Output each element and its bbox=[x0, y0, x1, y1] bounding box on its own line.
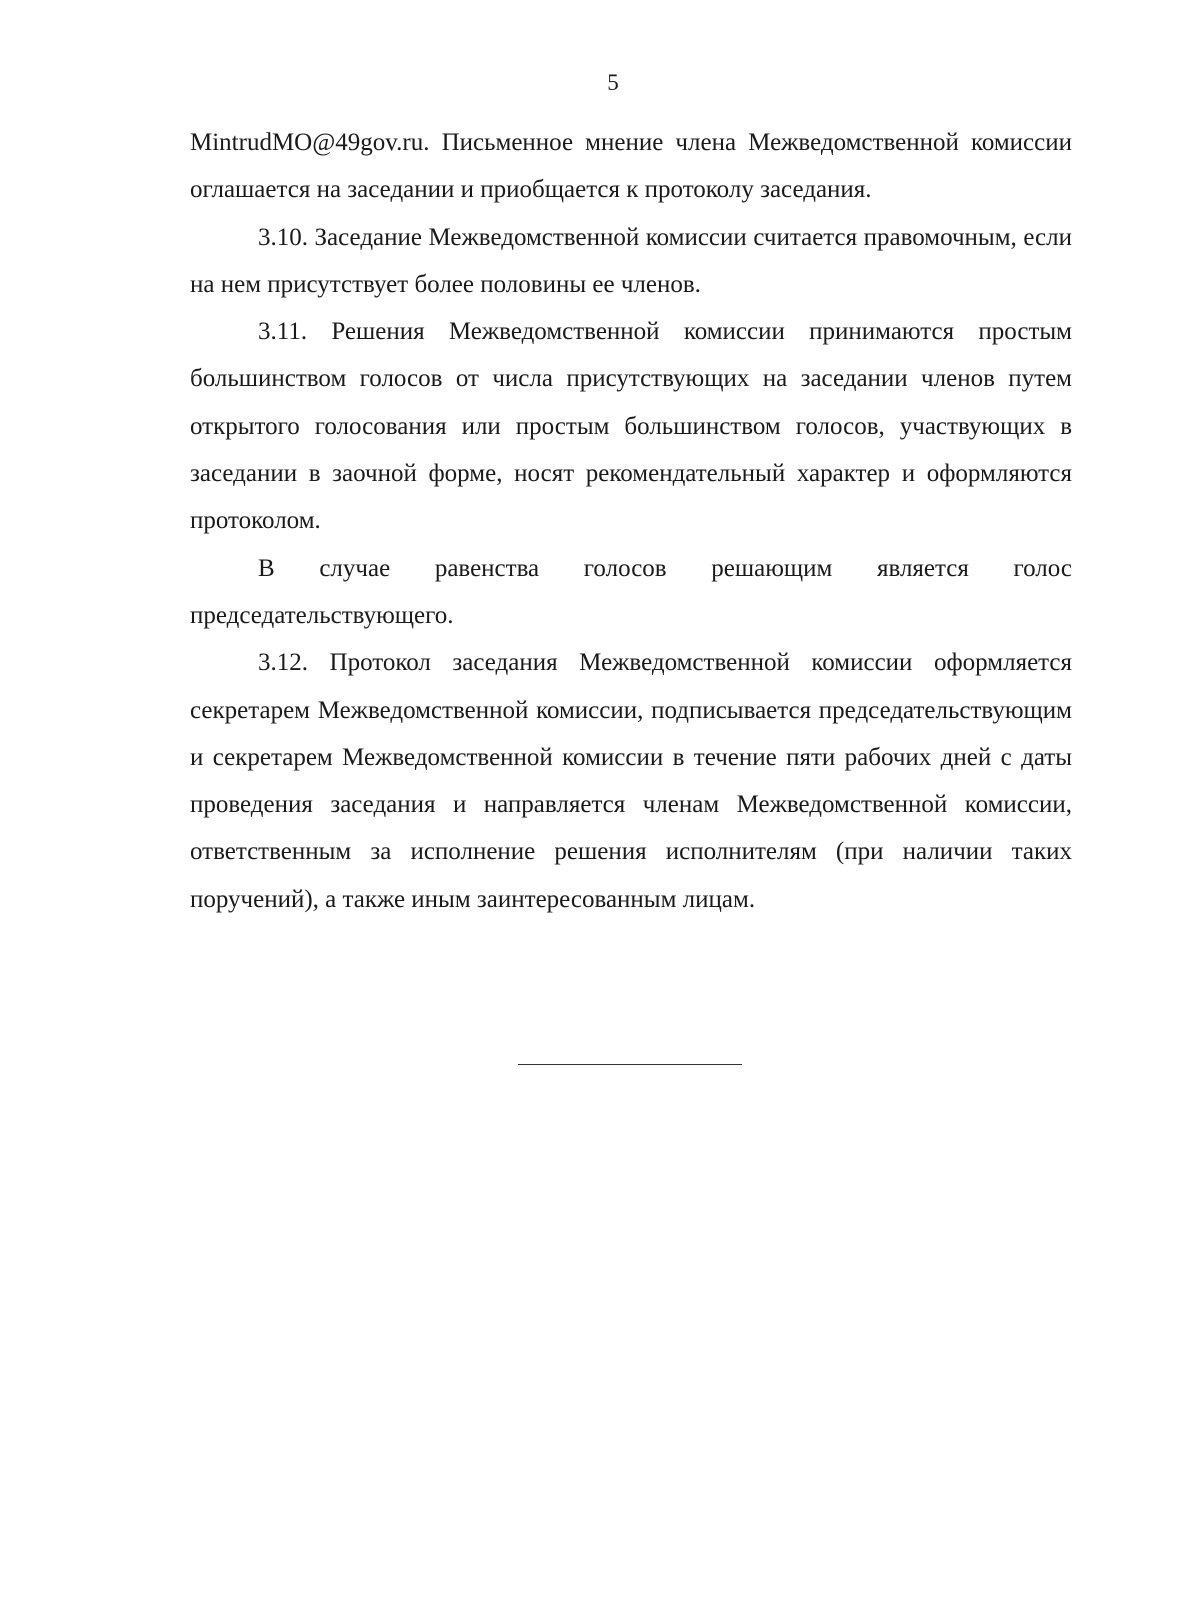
paragraph-3-10: 3.10. Заседание Межведомственной комиссии считается правомочным, если на нем присутствует более половины ее членов. bbox=[190, 223, 1072, 298]
end-of-document-divider bbox=[518, 1064, 742, 1065]
document-body bbox=[190, 119, 1072, 923]
paragraph-3-11: 3.11. Решения Межведомственной комиссии принимаются простым большинством голосов от числа присутствующих на заседании членов путем открытого голосования или простым большинством голосов, участвующих в заседании в заочной форме, носят рекомендательный характер и оформляются протоколом. bbox=[190, 318, 1072, 535]
paragraph-3-12: 3.12. Протокол заседания Межведомственной комиссии оформляется секретарем Межведомственной комиссии, подписывается председательствующим и секретарем Межведомственной комиссии в течение пяти рабочих дней с даты проведения заседания и направляется членам Межведомственной комиссии, ответственным за исполнение решения исполнителям (при наличии таких поручений), а также иным заинтересованным лицам. bbox=[190, 649, 1072, 913]
paragraph-continuation: MintrudMO@49gov.ru. Письменное мнение члена Межведомственной комиссии оглашается на заседании и приобщается к протоколу заседания. bbox=[190, 129, 1072, 204]
paragraph-tie-vote: В случае равенства голосов решающим является голос председательствующего. bbox=[190, 554, 1072, 629]
page-number: 5 bbox=[607, 70, 619, 95]
